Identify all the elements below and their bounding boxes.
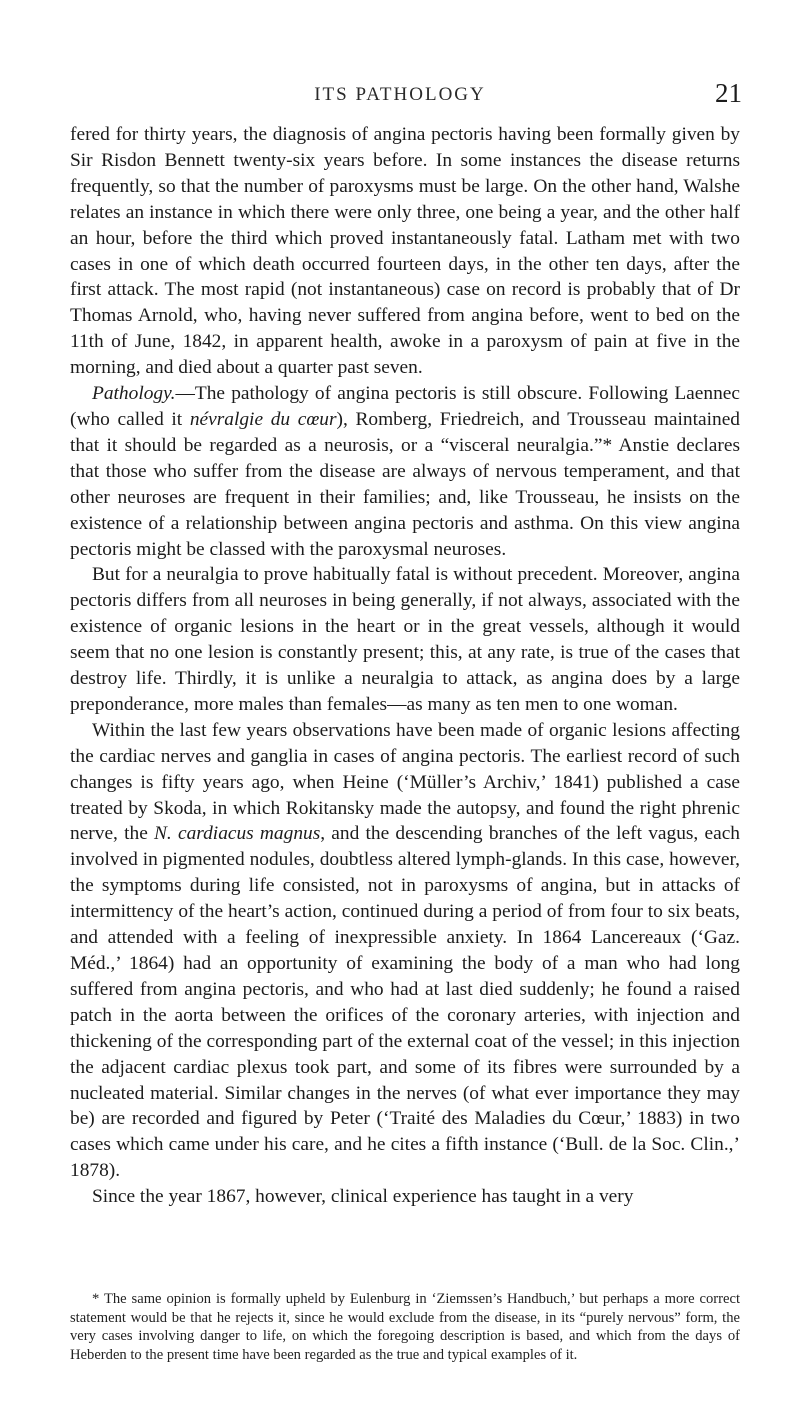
italic-term: N. cardiacus magnus — [154, 823, 321, 845]
paragraph — [70, 381, 740, 562]
paragraph — [70, 718, 740, 1184]
paragraph — [70, 562, 740, 717]
text-segment: But for a neuralgia to prove habitually fatal is without precedent. Moreover, angina pectoris differs from all neuroses in being generally, if not always, associated with the existence of organic lesions in the heart or in the great vessels, although it would seem that no one lesion is constantly present; this, at any rate, is true of the cases that destroy life. Thirdly, it is unlike a neuralgia to attack, as angina does by a large preponderance, more males than females—as many as ten men to one woman. — [70, 564, 740, 715]
text-segment: Since the year 1867, however, clinical experience has taught in a very — [92, 1186, 634, 1208]
text-segment: Within the last few years observations have been made of organic lesions affecting the cardiac nerves and ganglia in cases of angina pectoris. The earliest record of such changes is fifty years ago, when Heine (‘Müller’s Archiv,’ 1841) published a case treated by Skoda, in which Rokitansky made the autopsy, and found the right phrenic nerve, the — [70, 719, 740, 845]
footnote — [70, 1290, 740, 1364]
text-segment: fered for thirty years, the diagnosis of angina pectoris having been formally given by Sir Risdon Bennett twenty-six years before. In some instances the disease returns frequently, so that the number of paroxysms must be large. On the other hand, Walshe relates an instance in which there were only three, one being a year, and the other half an hour, before the third which proved instantaneously fatal. Latham met with two cases in one of which death occurred fourteen days, in the other ten days, after the first attack. The most rapid (not instantaneous) case on record is probably that of Dr Thomas Arnold, who, having never suffered from angina before, went to bed on the 11th of June, 1842, in apparent health, awoke in a paroxysm of pain at five in the morning, and died about a quarter past seven. — [70, 124, 740, 379]
text-segment: , and the descending branches of the left vagus, each involved in pigmented nodules, doubtless altered lymph-glands. In this case, however, the symptoms during life consisted, not in paroxysms of angina, but in attacks of intermittency of the heart’s action, continued during a period of from four to six beats, and attended with a feeling of inexpressible anxiety. In 1864 Lancereaux (‘Gaz. Méd.,’ 1864) had an opportunity of examining the body of a man who had long suffered from angina pectoris, and who had at last died suddenly; he found a raised patch in the aorta between the orifices of the coronary arteries, with injection and thickening of the corresponding part of the external coat of the vessel; in this injection the adjacent cardiac plexus took part, and some of its fibres were surrounded by a nucleated material. Similar changes in the nerves (of what ever importance they may be) are recorded and figured by Peter (‘Traité des Maladies du Cœur,’ 1883) in two cases which came under his care, and he cites a fifth instance (‘Bull. de la Soc. Clin.,’ 1878). — [70, 823, 740, 1182]
paragraph — [70, 1184, 740, 1210]
running-head — [0, 78, 800, 114]
text-segment: ), Romberg, Friedreich, and Trousseau maintained that it should be regarded as a neurosis, or a “visceral neuralgia.”* Anstie declares that those who suffer from the disease are always of nervous temperament, and that other neuroses are frequent in their families; and, like Trousseau, he insists on the existence of a relationship between angina pectoris and asthma. On this view angina pectoris might be classed with the paroxysmal neuroses. — [70, 408, 740, 560]
body-text — [70, 122, 740, 1210]
paragraph — [70, 122, 740, 381]
footnote-text: * The same opinion is formally upheld by Eulenburg in ‘Ziemssen’s Handbuch,’ but perhaps a more correct statement would be that he rejects it, since he would exclude from the disease, in its “purely nervous” form, the very cases involving danger to life, on which the foregoing description is based, and which from the days of Heberden to the present time have been regarded as the true and typical examples of it. — [70, 1291, 740, 1363]
text-segment: —The pathology of angina pectoris is still obscure. Following Laennec (who called it — [70, 383, 740, 430]
page-number: 21 — [715, 78, 742, 108]
running-title: ITS PATHOLOGY — [314, 84, 486, 105]
italic-term: névralgie du cœur — [189, 408, 337, 430]
section-label: Pathology. — [92, 383, 176, 405]
